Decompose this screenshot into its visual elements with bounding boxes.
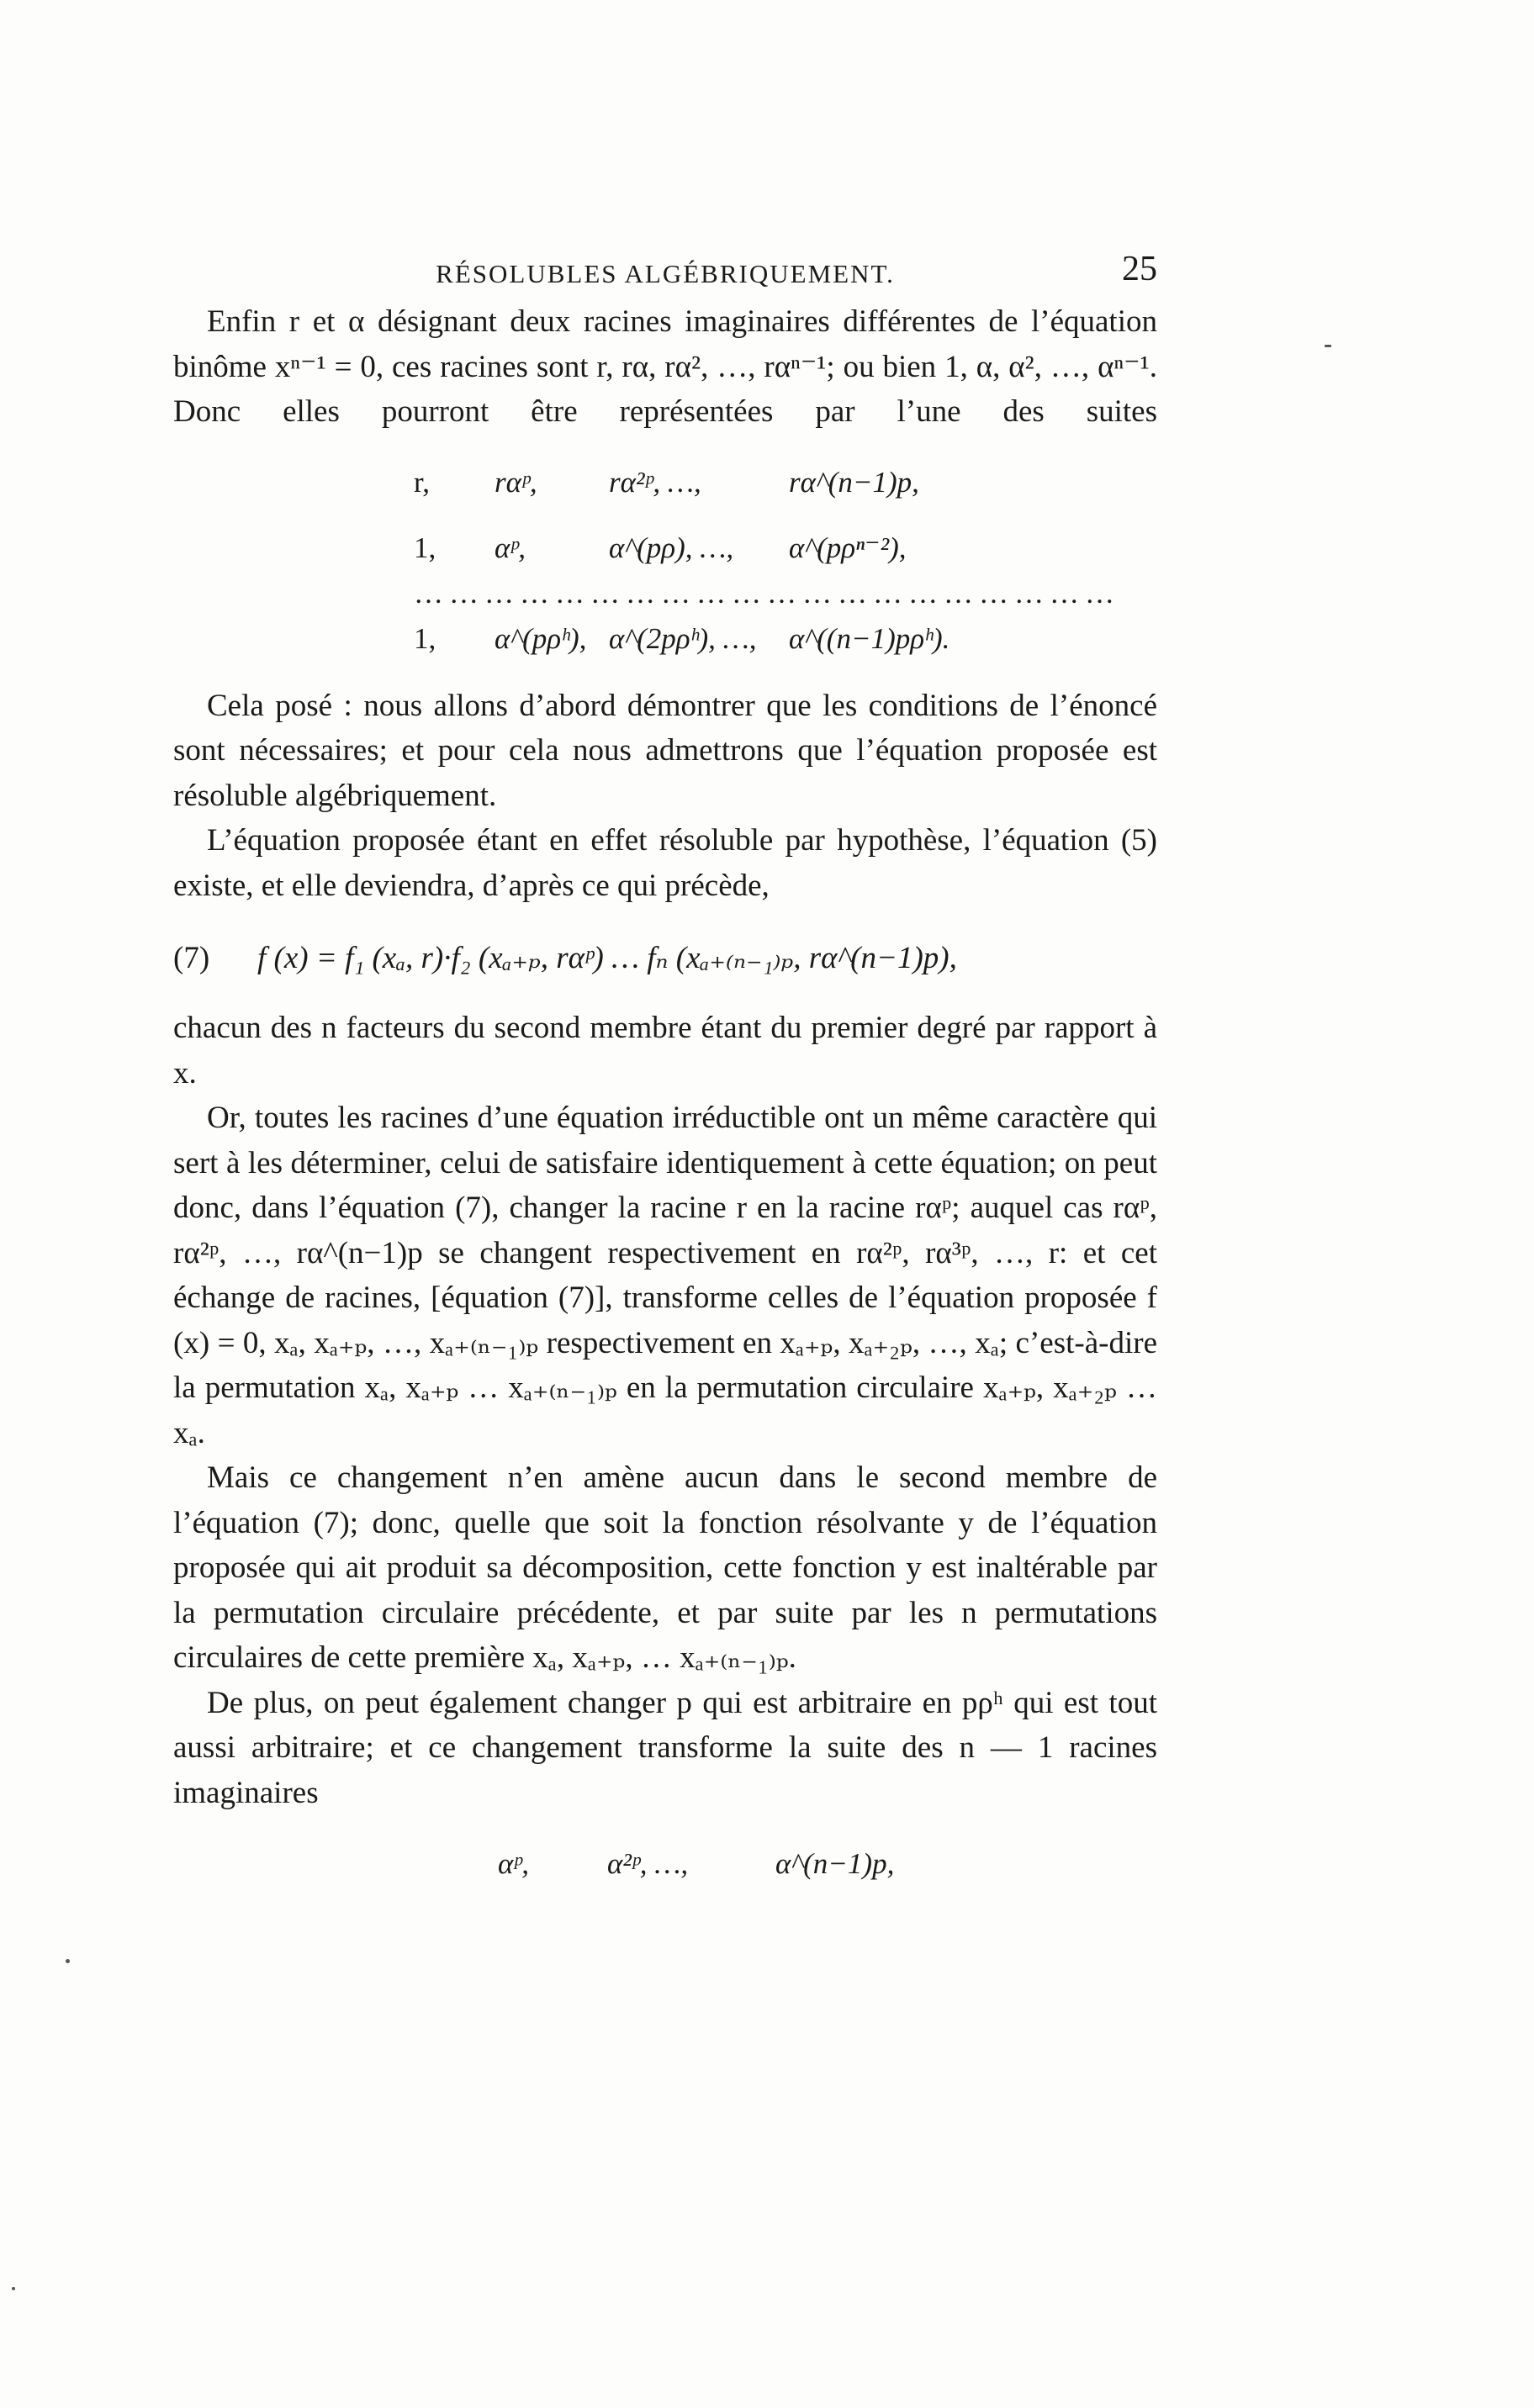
final-root-sequence: [498, 1847, 1157, 1881]
seq-r2-c1: 1,: [414, 531, 436, 564]
seq-r1-c1: r,: [414, 465, 431, 499]
sequence-row-2: [414, 515, 1157, 581]
paragraph-5: Or, toutes les racines d’une équation irréductible ont un même caractère qui sert à les déterminer, celui de satisfaire identiquement à cette équation; on peut donc, dans l’équation (7), changer la racine r en la racine rαᵖ; auquel cas rαᵖ, rα²ᵖ, …, rα^(n−1)p se changent respectivement en rα²ᵖ, rα³ᵖ, …, r: et cet échange de racines, [équation (7)], transforme celles de l’équation proposée f (x) = 0, xₐ, xₐ₊ₚ, …, xₐ₊₍ₙ₋₁₎ₚ respectivement en xₐ₊ₚ, xₐ₊₂ₚ, …, xₐ; c’est-à-dire la permutation xₐ, xₐ₊ₚ … xₐ₊₍ₙ₋₁₎ₚ en la permutation circulaire xₐ₊ₚ, xₐ₊₂ₚ … xₐ.: [173, 1101, 1157, 1450]
page-content: [173, 249, 1157, 1881]
paragraph-7: De plus, on peut également changer p qui est arbitraire en pρʰ qui est tout aussi arbitraire; et ce changement transforme la suite des n — 1 racines imaginaires: [173, 1685, 1157, 1810]
seq-r1-c3: rα²ᵖ, …,: [609, 465, 701, 499]
seq-r2-c4: α^(pρⁿ⁻²),: [789, 531, 907, 564]
final-seq-2: α²ᵖ, …,: [607, 1847, 689, 1880]
scan-speck: [12, 2287, 15, 2290]
equation-label: (7): [173, 941, 210, 975]
sequence-row-3: [414, 606, 1157, 672]
equation-body: f (x) = f₁ (xₐ, r)·f₂ (xₐ₊ₚ, rαᵖ) … fₙ (xₐ₊₍ₙ₋₁₎ₚ, rα^(n−1)p),: [257, 941, 957, 975]
seq-r2-c3: α^(pρ), …,: [609, 531, 734, 564]
page-number: 25: [1122, 250, 1157, 288]
seq-r3-c2: α^(pρʰ),: [495, 621, 587, 655]
seq-r3-c1: 1,: [414, 621, 436, 655]
scan-speck: [1325, 345, 1331, 347]
page-header: [173, 249, 1157, 299]
seq-r3-c4: α^((n−1)pρʰ).: [789, 621, 950, 655]
paragraph-1: Enfin r et α désignant deux racines imaginaires différentes de l’équation binôme xⁿ⁻¹ = 0, ces racines sont r, rα, rα², …, rαⁿ⁻¹; ou bien 1, α, α², …, αⁿ⁻¹. Donc elles pourront être représentées par l’une des suites: [173, 304, 1157, 429]
sequence-ellipsis-row: ……………………………………………………: [414, 576, 1120, 610]
paragraph-3: L’équation proposée étant en effet résoluble par hypothèse, l’équation (5) existe, et elle deviendra, d’après ce qui précède,: [173, 823, 1157, 903]
root-sequences: [414, 450, 1157, 672]
seq-r1-c2: rαᵖ,: [495, 465, 537, 499]
scan-speck: [66, 1959, 70, 1963]
running-head: RÉSOLUBLES ALGÉBRIQUEMENT.: [436, 259, 895, 288]
seq-r2-c2: αᵖ,: [495, 531, 526, 564]
sequence-row-1: [414, 450, 1157, 515]
final-seq-1: αᵖ,: [498, 1847, 530, 1880]
equation-7: [173, 933, 1157, 984]
paragraph-4: chacun des n facteurs du second membre étant du premier degré par rapport à x.: [173, 1011, 1157, 1090]
final-seq-3: α^(n−1)p,: [775, 1847, 895, 1880]
seq-r3-c3: α^(2pρʰ), …,: [609, 621, 757, 655]
seq-r1-c4: rα^(n−1)p,: [789, 465, 919, 499]
paragraph-6: Mais ce changement n’en amène aucun dans le second membre de l’équation (7); donc, quelle que soit la fonction résolvante y de l’équation proposée qui ait produit sa décomposition, cette fonction y est inaltérable par la permutation circulaire précédente, et par suite par les n permutations circulaires de cette première xₐ, xₐ₊ₚ, … xₐ₊₍ₙ₋₁₎ₚ.: [173, 1460, 1157, 1675]
paragraph-2: Cela posé : nous allons d’abord démontrer que les conditions de l’énoncé sont nécessaires; et pour cela nous admettrons que l’équation proposée est résoluble algébriquement.: [173, 688, 1157, 813]
